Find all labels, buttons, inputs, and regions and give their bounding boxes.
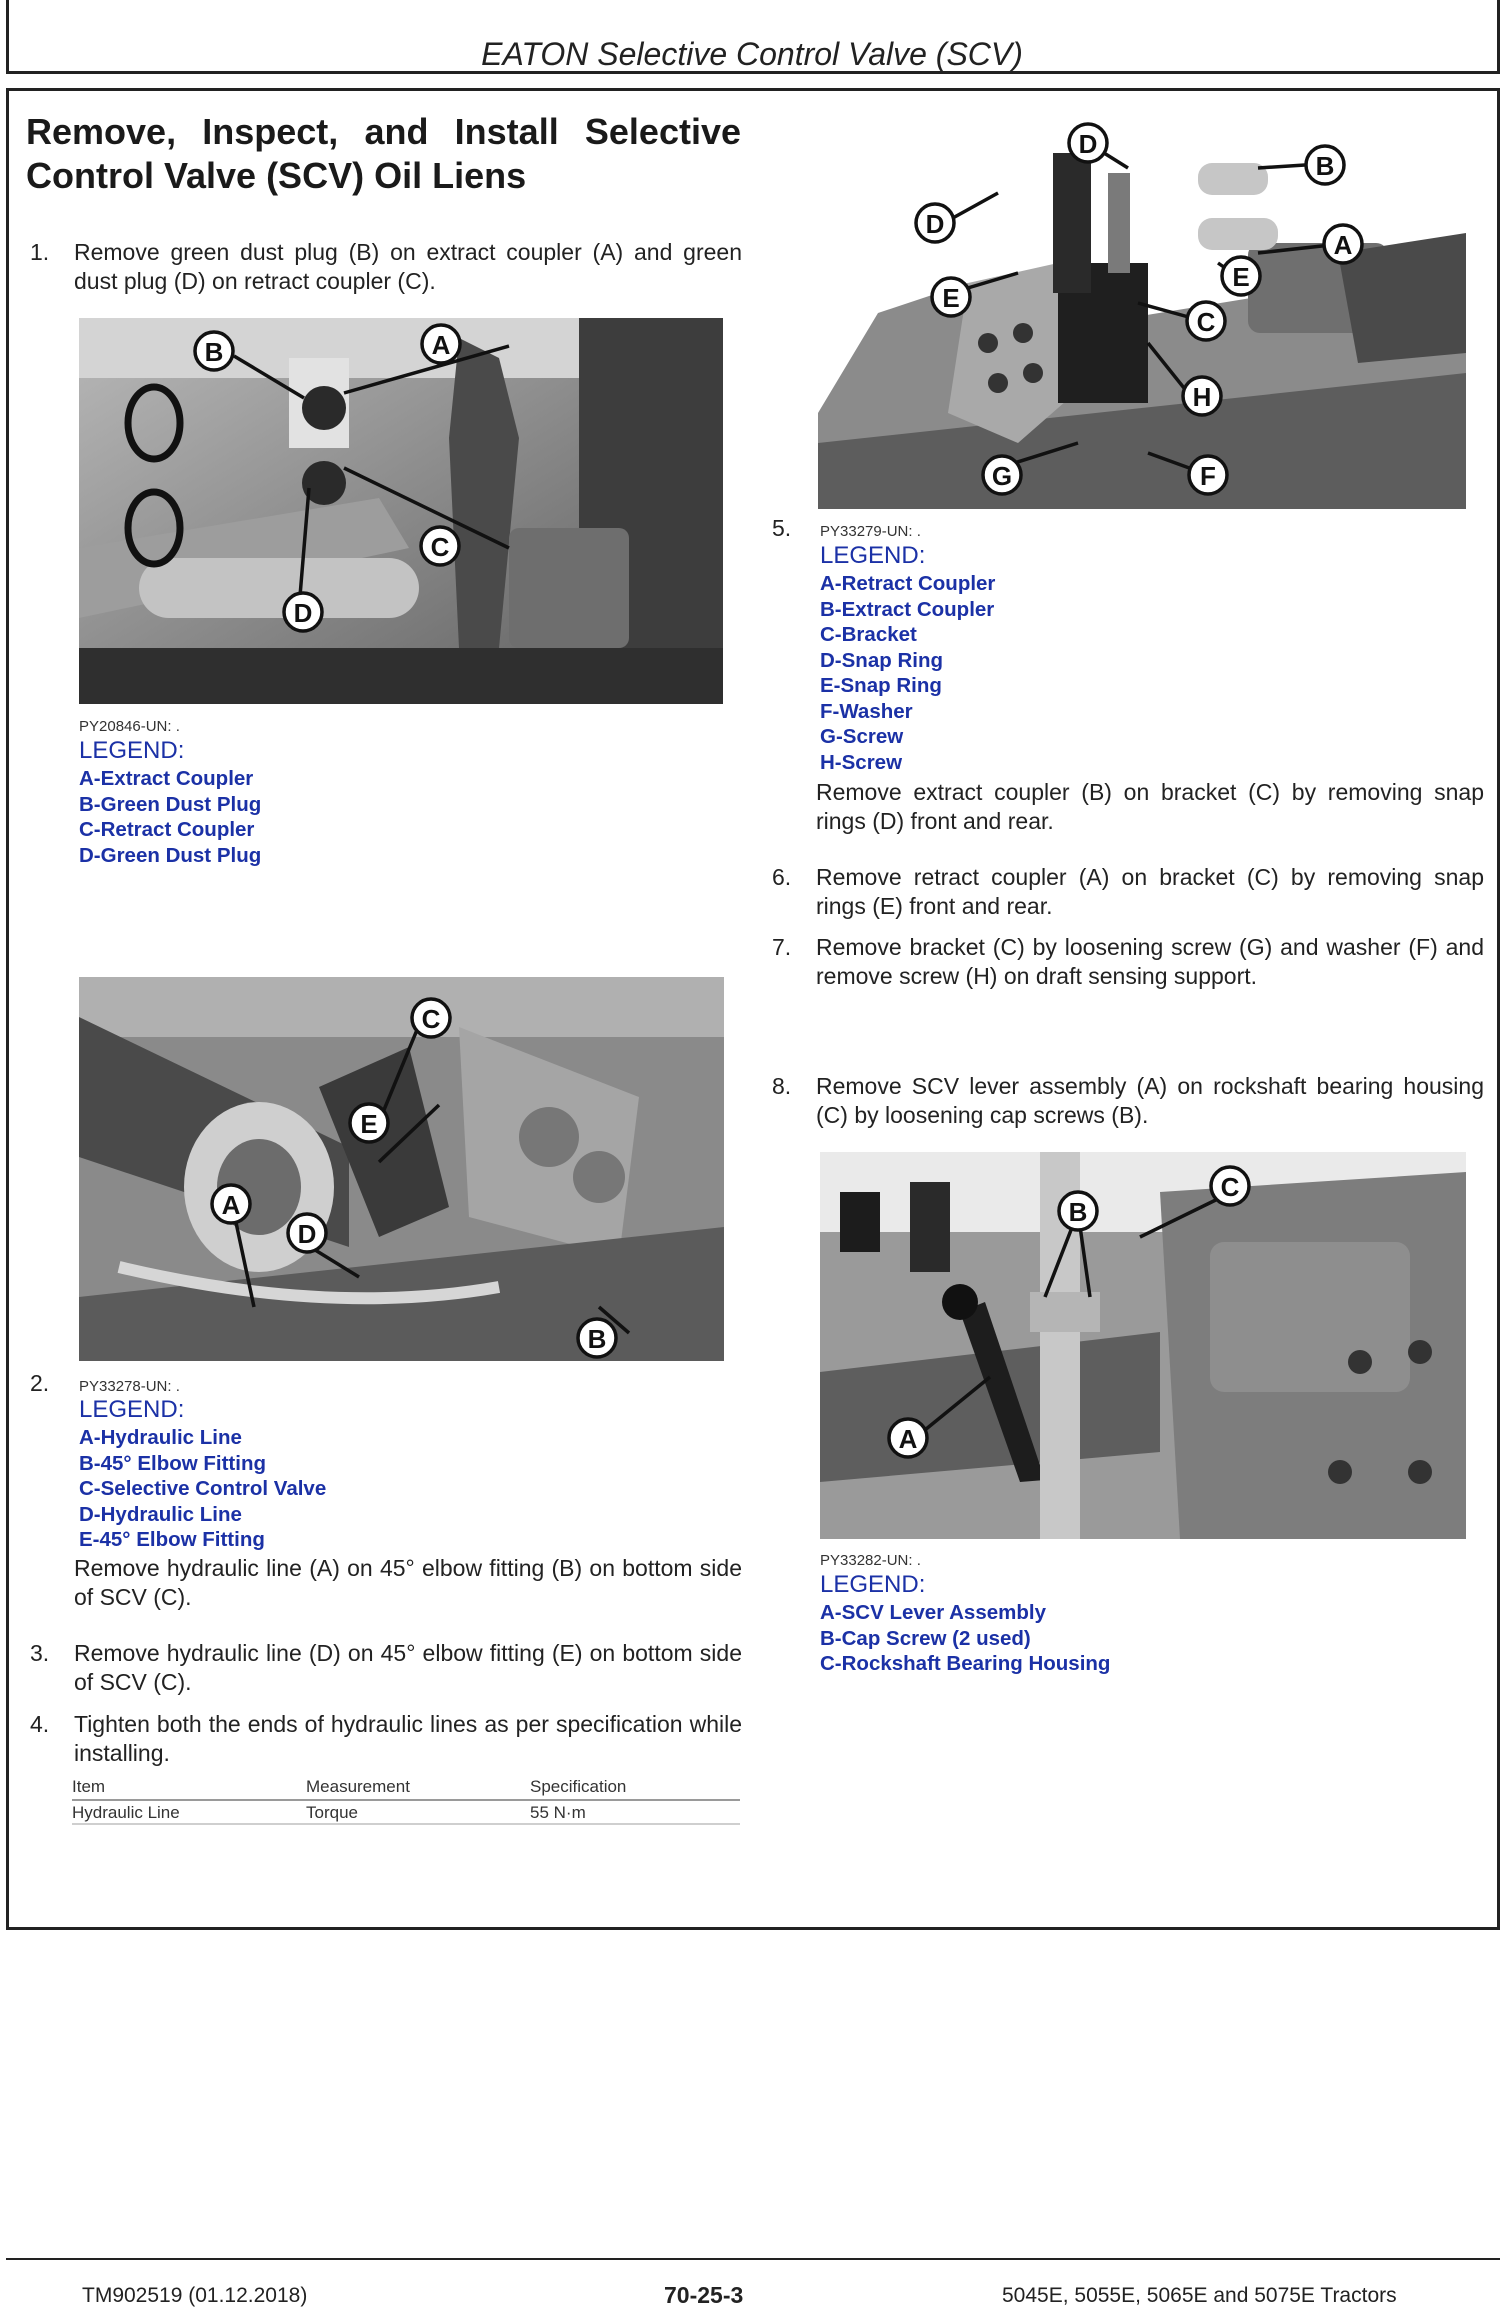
svg-text:C: C [421,1004,441,1034]
callout-c [421,527,459,565]
step-text: Remove hydraulic line (D) on 45° elbow fitting (E) on bottom side of SCV (C). [74,1640,742,1695]
step-text: Tighten both the ends of hydraulic lines as per specification while installing. [74,1711,742,1766]
legend-item: C-Rockshaft Bearing Housing [820,1652,1111,1675]
svg-text:E: E [942,283,960,313]
callout-f [1189,456,1227,494]
figure-1-legend [79,766,261,868]
figure-4-callouts [820,1152,1466,1539]
figure-2-legend-title: LEGEND: [79,1396,185,1423]
svg-text:H: H [1192,382,1212,412]
legend-item: C-Bracket [820,623,917,646]
legend-item: D-Hydraulic Line [79,1502,242,1526]
callout-g [983,456,1021,494]
callout-b [195,332,233,370]
footer-page-number: 70-25-3 [664,2282,744,2308]
callout-b [578,1319,616,1357]
step-6 [772,863,1484,923]
footer-manual-id: TM902519 (01.12.2018) [82,2284,308,2307]
legend-item: E-Snap Ring [820,674,942,697]
svg-text:B: B [204,337,224,367]
column-header: Item [72,1777,306,1800]
svg-text:C: C [1196,307,1216,337]
legend-item: C-Retract Coupler [79,818,255,841]
step-2-number-row [30,1369,70,1398]
legend-item: G-Screw [820,725,904,748]
legend-item: A-Retract Coupler [820,572,996,595]
step-8 [772,1072,1484,1132]
step-5-number-row [772,514,812,543]
callout-e [1222,257,1260,295]
step-4 [30,1710,742,1770]
section-title: EATON Selective Control Valve (SCV) [481,36,1023,72]
figure-2-callouts [79,977,724,1361]
column-header: Measurement [306,1777,530,1800]
step-text: Remove hydraulic line (A) on 45° elbow fitting (B) on bottom side of SCV (C). [74,1555,742,1610]
figure-1-callouts [79,318,723,704]
callout-h [1183,377,1221,415]
svg-text:D: D [293,598,313,628]
legend-item: B-Green Dust Plug [79,792,262,816]
step-number: 5. [772,515,792,541]
step-number: 6. [772,864,792,890]
step-7 [772,933,1484,993]
figure-3-id: PY33279-UN: . [820,523,921,540]
figure-2-id: PY33278-UN: . [79,1378,180,1395]
step-5-text-row [772,778,1484,838]
step-number: 4. [30,1711,50,1737]
legend-item: C-Selective Control Valve [79,1477,327,1500]
figure-4-legend-title: LEGEND: [820,1571,926,1598]
column-header: Specification [530,1777,740,1800]
footer-models: 5045E, 5055E, 5065E and 5075E Tractors [1002,2284,1397,2307]
legend-item: F-Washer [820,699,913,723]
specification-table [72,1777,740,1825]
table-cell: Torque [306,1800,530,1824]
figure-3-legend-title: LEGEND: [820,542,926,569]
procedure-heading: Remove, Inspect, and Install Selective Control Valve (SCV) Oil Liens [26,111,741,196]
svg-text:C: C [430,532,450,562]
step-text: Remove SCV lever assembly (A) on rockshaft bearing housing (C) by loosening cap screws (B). [816,1073,1484,1128]
step-number: 3. [30,1640,50,1666]
figure-2-legend [79,1425,326,1553]
step-1 [30,238,742,298]
callout-d [288,1214,326,1252]
callout-d [284,593,322,631]
step-3 [30,1639,742,1699]
svg-text:D: D [1078,129,1098,159]
table-row [72,1800,740,1824]
svg-text:A: A [898,1424,918,1454]
figure-1-legend-title: LEGEND: [79,737,185,764]
step-text: Remove bracket (C) by loosening screw (G) and washer (F) and remove screw (H) on draft sensing support. [816,934,1484,989]
svg-text:B: B [587,1324,607,1354]
svg-text:F: F [1200,461,1216,491]
callout-d [1069,124,1107,162]
legend-item: D-Green Dust Plug [79,843,262,867]
figure-4-id: PY33282-UN: . [820,1552,921,1569]
svg-text:A: A [1333,230,1353,260]
callout-c [412,999,450,1037]
callout-e [932,278,970,316]
legend-item: D-Snap Ring [820,648,943,672]
legend-item: A-Extract Coupler [79,767,254,790]
legend-item: H-Screw [820,750,903,774]
step-text: Remove green dust plug (B) on extract coupler (A) and green dust plug (D) on retract coupler (C). [74,239,742,294]
callout-a [1324,225,1362,263]
callout-b [1306,146,1344,184]
figure-3-callouts [818,113,1466,509]
table-header-row [72,1777,740,1800]
svg-text:B: B [1315,151,1335,181]
callout-a [212,1185,250,1223]
figure-3-legend [820,571,995,775]
svg-text:A: A [431,330,451,360]
legend-item: B-Extract Coupler [820,597,995,621]
figure-4-legend [820,1600,1110,1677]
callout-a [889,1419,927,1457]
svg-text:C: C [1220,1172,1240,1202]
step-number: 1. [30,239,50,265]
callout-a [422,325,460,363]
callout-d [916,204,954,242]
callout-e [350,1104,388,1142]
step-number: 8. [772,1073,792,1099]
step-2-text-row [30,1554,742,1614]
callout-b [1059,1192,1097,1230]
svg-text:G: G [991,461,1013,491]
figure-1-id: PY20846-UN: . [79,718,180,735]
legend-item: B-Cap Screw (2 used) [820,1626,1031,1650]
table-cell: Hydraulic Line [72,1800,306,1824]
svg-text:E: E [1232,262,1250,292]
step-number: 2. [30,1370,50,1396]
svg-text:D: D [925,209,945,239]
legend-item: B-45° Elbow Fitting [79,1451,266,1475]
step-text: Remove retract coupler (A) on bracket (C) by removing snap rings (E) front and rear. [816,864,1484,919]
svg-text:D: D [297,1219,317,1249]
svg-text:A: A [221,1190,241,1220]
legend-item: A-SCV Lever Assembly [820,1601,1046,1624]
legend-item: A-Hydraulic Line [79,1426,242,1449]
svg-text:B: B [1068,1197,1088,1227]
step-number: 7. [772,934,792,960]
table-cell: 55 N·m [530,1800,740,1824]
callout-c [1187,302,1225,340]
callout-c [1211,1167,1249,1205]
legend-item: E-45° Elbow Fitting [79,1528,265,1551]
footer-divider [6,2258,1500,2260]
step-text: Remove extract coupler (B) on bracket (C) by removing snap rings (D) front and rear. [816,779,1484,834]
svg-text:E: E [360,1109,378,1139]
